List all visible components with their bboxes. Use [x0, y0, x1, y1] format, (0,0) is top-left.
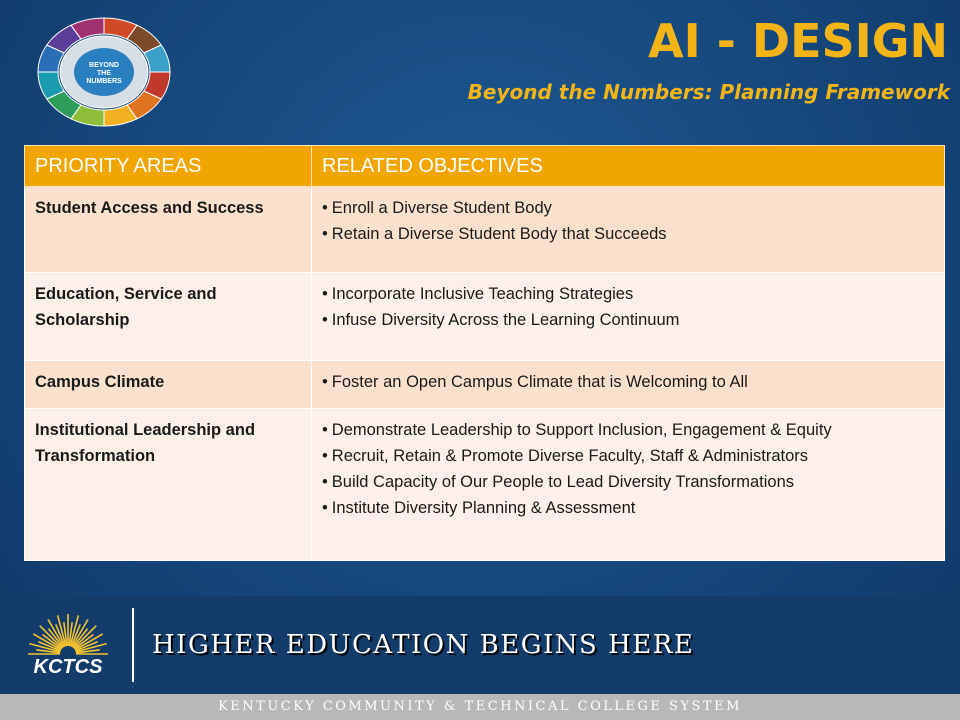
header-priority-areas: PRIORITY AREAS — [25, 146, 312, 187]
wheel-center-line-3: NUMBERS — [86, 78, 122, 85]
objective-item: • Incorporate Inclusive Teaching Strategies — [322, 281, 934, 307]
header-related-objectives: RELATED OBJECTIVES — [312, 146, 945, 187]
objective-item: • Foster an Open Campus Climate that is Welcoming to All — [322, 369, 934, 395]
table-header-row — [25, 146, 945, 187]
objective-item: • Demonstrate Leadership to Support Inclusion, Engagement & Equity — [322, 417, 934, 443]
objectives-list — [322, 417, 934, 521]
objectives-cell — [312, 273, 945, 361]
footer-tagline: HIGHER EDUCATION BEGINS HERE — [152, 630, 695, 660]
table-row — [25, 273, 945, 361]
page-title: AI - DESIGN — [648, 14, 948, 68]
objective-item: • Infuse Diversity Across the Learning Continuum — [322, 307, 934, 333]
objective-item: • Retain a Diverse Student Body that Succeeds — [322, 221, 934, 247]
objectives-cell — [312, 409, 945, 561]
footer-banner — [0, 596, 960, 694]
kctcs-logo-text: KCTCS — [33, 656, 103, 676]
objectives-list — [322, 195, 934, 247]
planning-framework-table — [24, 145, 945, 561]
wheel-center-line-1: BEYOND — [89, 62, 119, 69]
objective-item: • Enroll a Diverse Student Body — [322, 195, 934, 221]
objective-item: • Institute Diversity Planning & Assessment — [322, 495, 934, 521]
objective-item: • Build Capacity of Our People to Lead Diversity Transformations — [322, 469, 934, 495]
objective-item: • Recruit, Retain & Promote Diverse Faculty, Staff & Administrators — [322, 443, 934, 469]
priority-area-cell: Campus Climate — [25, 361, 312, 409]
page-subtitle: Beyond the Numbers: Planning Framework — [467, 80, 950, 104]
priority-area-cell: Education, Service and Scholarship — [25, 273, 312, 361]
table-row — [25, 187, 945, 273]
footer-divider — [132, 608, 134, 682]
objectives-list — [322, 369, 934, 395]
priority-area-cell: Student Access and Success — [25, 187, 312, 273]
objectives-list — [322, 281, 934, 333]
kctcs-sunburst-logo — [16, 610, 120, 676]
system-name-bar — [0, 694, 960, 720]
priority-area-cell: Institutional Leadership and Transformation — [25, 409, 312, 561]
wheel-center-line-2: THE — [97, 70, 111, 77]
beyond-the-numbers-wheel-logo — [32, 14, 176, 130]
system-name: KENTUCKY COMMUNITY & TECHNICAL COLLEGE SYSTEM — [218, 699, 742, 714]
objectives-cell — [312, 361, 945, 409]
table-row — [25, 361, 945, 409]
objectives-cell — [312, 187, 945, 273]
table-row — [25, 409, 945, 561]
